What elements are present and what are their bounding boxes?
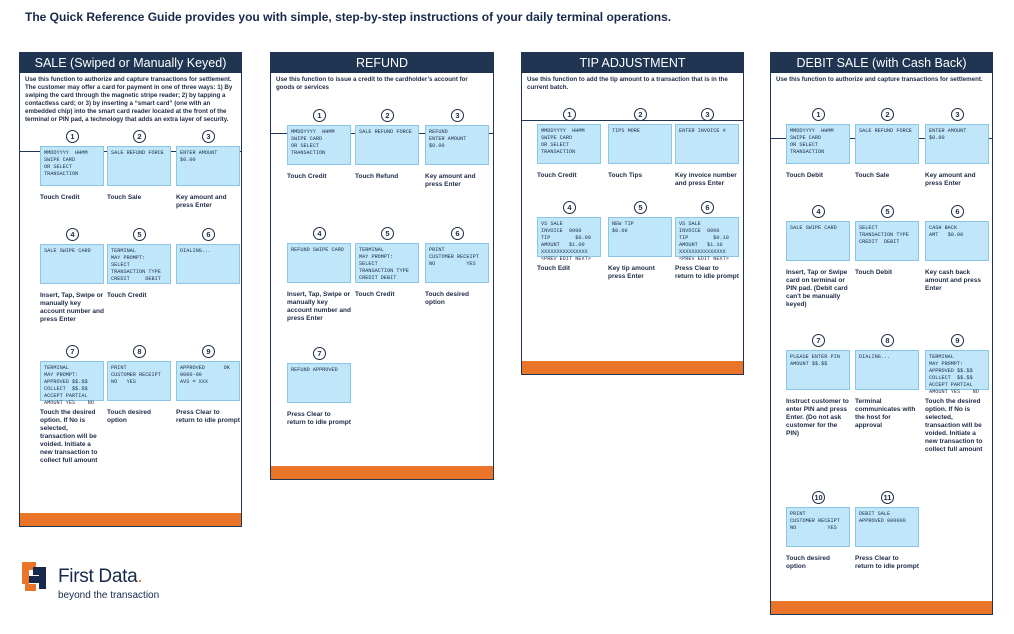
terminal-screen: SALE REFUND FORCE <box>355 125 419 165</box>
step-number: 4 <box>812 205 825 218</box>
terminal-screen: DIALING... <box>176 244 240 284</box>
panel-title: TIP ADJUSTMENT <box>522 53 743 73</box>
step-caption: Touch Debit <box>786 172 824 179</box>
panel-3 <box>521 52 744 375</box>
step-caption: Key amount and press Enter <box>425 173 476 188</box>
terminal-screen: TERMINAL MAY PROMPT: APPROVED $$.$$ COLLECT $$.$$ ACCEPT PARTIAL AMOUNT YES NO <box>925 350 989 390</box>
step-number: 8 <box>881 334 894 347</box>
step-number: 1 <box>313 109 326 122</box>
terminal-screen: SALE REFUND FORCE <box>107 146 171 186</box>
step-number: 6 <box>451 227 464 240</box>
step-number: 2 <box>381 109 394 122</box>
step-caption: Insert, Tap, Swipe or manually key account number and press Enter <box>287 291 351 322</box>
step-caption: Touch Sale <box>107 194 142 201</box>
step-number: 8 <box>133 345 146 358</box>
panel-footer-bar <box>271 466 493 479</box>
step-number: 5 <box>133 228 146 241</box>
terminal-screen: ENTER AMOUNT $0.00 <box>925 124 989 164</box>
step-caption: Touch Sale <box>855 172 890 179</box>
step-number: 4 <box>313 227 326 240</box>
step-number: 6 <box>701 201 714 214</box>
terminal-screen: PRINT CUSTOMER RECEIPT NO YES <box>786 507 850 547</box>
step-number: 1 <box>563 108 576 121</box>
panel-footer-bar <box>522 361 743 374</box>
step-caption: Touch Tips <box>608 172 643 179</box>
terminal-screen: SALE SWIPE CARD <box>786 221 850 261</box>
panel-description: Use this function to authorize and capture transactions for settlement. <box>776 76 983 83</box>
panel-description: Use this function to add the tip amount to a transaction that is in the current batch. <box>527 76 728 91</box>
step-caption: Terminal communicates with the host for approval <box>855 398 916 429</box>
step-number: 2 <box>881 108 894 121</box>
terminal-screen: SELECT TRANSACTION TYPE CREDIT DEBIT <box>855 221 919 261</box>
step-caption: Insert, Tap, Swipe or manually key account number and press Enter <box>40 292 104 323</box>
panel-title: REFUND <box>271 53 493 73</box>
step-caption: Touch Credit <box>355 291 395 298</box>
terminal-screen: REFUND ENTER AMOUNT $0.00 <box>425 125 489 165</box>
step-number: 3 <box>951 108 964 121</box>
step-caption: Touch desired option <box>786 555 830 570</box>
terminal-screen: MMDDYYYY HHMM SWIPE CARD OR SELECT TRANSACTION <box>287 125 351 165</box>
terminal-screen: PLEASE ENTER PIN AMOUNT $$.$$ <box>786 350 850 390</box>
step-caption: Key amount and press Enter <box>925 172 976 187</box>
terminal-screen: SALE SWIPE CARD <box>40 244 104 284</box>
step-caption: Touch the desired option. If No is selected, transaction will be voided. Initiate a new transaction to collect full amount <box>925 398 983 453</box>
panel-footer-bar <box>20 513 241 526</box>
panel-description: Use this function to authorize and capture transactions for settlement. The customer may offer a card for payment in one of three ways: 1) By swiping the card through the magnetic stripe reader; 2) by tapping a contactless card; or 3) by inserting a “smart card” (one with an embedded chip) into the smart card reader located at the front of the terminal or PIN pad, a technology that adds an extra layer of security. <box>25 76 233 123</box>
brand-name: First Data. <box>58 566 143 587</box>
step-caption: Press Clear to return to idle prompt <box>855 555 919 570</box>
panel-description: Use this function to issue a credit to the cardholder’s account for goods or services <box>276 76 468 91</box>
terminal-screen: ENTER INVOICE # <box>675 124 739 164</box>
step-caption: Touch the desired option. If No is selected, transaction will be voided. Initiate a new transaction to collect full amount <box>40 409 98 464</box>
panel-title: DEBIT SALE (with Cash Back) <box>771 53 992 73</box>
terminal-screen: ENTER AMOUNT $0.00 <box>176 146 240 186</box>
terminal-screen: TERMINAL MAY PROMPT: APPROVED $$.$$ COLLECT $$.$$ ACCEPT PARTIAL AMOUNT YES NO <box>40 361 104 401</box>
step-number: 5 <box>881 205 894 218</box>
step-caption: Touch Credit <box>40 194 80 201</box>
step-caption: Key tip amount press Enter <box>608 265 655 280</box>
panel-footer-bar <box>771 601 992 614</box>
step-number: 5 <box>634 201 647 214</box>
step-number: 6 <box>202 228 215 241</box>
step-number: 9 <box>951 334 964 347</box>
terminal-screen: MMDDYYYY HHMM SWIPE CARD OR SELECT TRANSACTION <box>537 124 601 164</box>
terminal-screen: PRINT CUSTOMER RECEIPT NO YES <box>425 243 489 283</box>
panel-2 <box>270 52 494 480</box>
brand-tagline: beyond the transaction <box>58 590 160 601</box>
step-caption: Touch Debit <box>855 269 893 276</box>
terminal-screen: SALE REFUND FORCE <box>855 124 919 164</box>
step-number: 3 <box>451 109 464 122</box>
step-number: 3 <box>701 108 714 121</box>
terminal-screen: REFUND SWIPE CARD <box>287 243 351 283</box>
terminal-screen: DEBIT SALE APPROVED 000000 <box>855 507 919 547</box>
step-caption: Touch desired option <box>107 409 151 424</box>
page-headline: The Quick Reference Guide provides you with simple, step-by-step instructions of your daily terminal operations. <box>25 10 672 24</box>
step-caption: Touch Credit <box>107 292 147 299</box>
panel-4 <box>770 52 993 615</box>
step-number: 1 <box>66 130 79 143</box>
terminal-screen: TERMINAL MAY PROMPT: SELECT TRANSACTION TYPE CREDIT DEBIT <box>107 244 171 284</box>
terminal-screen: VS SALE INVOICE 0000 TIP $0.00 AMOUNT $1.00 XXXXXXXXXXXXXXX <PREV EDIT NEXT> <box>537 217 601 257</box>
terminal-screen: TERMINAL MAY PROMPT: SELECT TRANSACTION TYPE CREDIT DEBIT <box>355 243 419 283</box>
terminal-screen: VS SALE INVOICE 0000 TIP $0.10 AMOUNT $1.10 XXXXXXXXXXXXXXX <PREV EDIT NEXT> <box>675 217 739 257</box>
step-number: 5 <box>381 227 394 240</box>
step-caption: Touch Credit <box>537 172 577 179</box>
step-caption: Insert, Tap or Swipe card on terminal or PIN pad. (Debit card can't be manually keyed) <box>786 269 848 308</box>
step-caption: Press Clear to return to idle prompt <box>675 265 739 280</box>
step-number: 7 <box>66 345 79 358</box>
step-number: 10 <box>812 491 825 504</box>
terminal-screen: REFUND APPROVED <box>287 363 351 403</box>
panel-title: SALE (Swiped or Manually Keyed) <box>20 53 241 73</box>
step-caption: Key cash back amount and press Enter <box>925 269 981 292</box>
terminal-screen: CASH BACK AMT $0.00 <box>925 221 989 261</box>
panel-1 <box>19 52 242 527</box>
step-number: 1 <box>812 108 825 121</box>
step-number: 6 <box>951 205 964 218</box>
step-number: 9 <box>202 345 215 358</box>
step-number: 4 <box>563 201 576 214</box>
step-caption: Press Clear to return to idle prompt <box>176 409 240 424</box>
step-caption: Touch Edit <box>537 265 571 272</box>
terminal-screen: MMDDYYYY HHMM SWIPE CARD OR SELECT TRANSACTION <box>786 124 850 164</box>
step-number: 7 <box>313 347 326 360</box>
step-number: 2 <box>133 130 146 143</box>
terminal-screen: NEW TIP $0.00 <box>608 217 672 257</box>
step-number: 3 <box>202 130 215 143</box>
step-caption: Touch desired option <box>425 291 469 306</box>
step-number: 2 <box>634 108 647 121</box>
step-caption: Touch Refund <box>355 173 399 180</box>
step-caption: Key invoice number and press Enter <box>675 172 737 187</box>
step-number: 7 <box>812 334 825 347</box>
step-caption: Press Clear to return to idle prompt <box>287 411 351 426</box>
step-number: 4 <box>66 228 79 241</box>
step-caption: Instruct customer to enter PIN and press Enter. (Do not ask customer for the PIN) <box>786 398 849 437</box>
step-number: 11 <box>881 491 894 504</box>
first-data-logo-icon <box>22 562 54 592</box>
terminal-screen: MMDDYYYY HHMM SWIPE CARD OR SELECT TRANSACTION <box>40 146 104 186</box>
terminal-screen: DIALING... <box>855 350 919 390</box>
step-caption: Key amount and press Enter <box>176 194 227 209</box>
terminal-screen: TIPS MORE <box>608 124 672 164</box>
step-caption: Touch Credit <box>287 173 327 180</box>
terminal-screen: APPROVED OK 0000-00 AVS = XXX <box>176 361 240 401</box>
terminal-screen: PRINT CUSTOMER RECEIPT NO YES <box>107 361 171 401</box>
